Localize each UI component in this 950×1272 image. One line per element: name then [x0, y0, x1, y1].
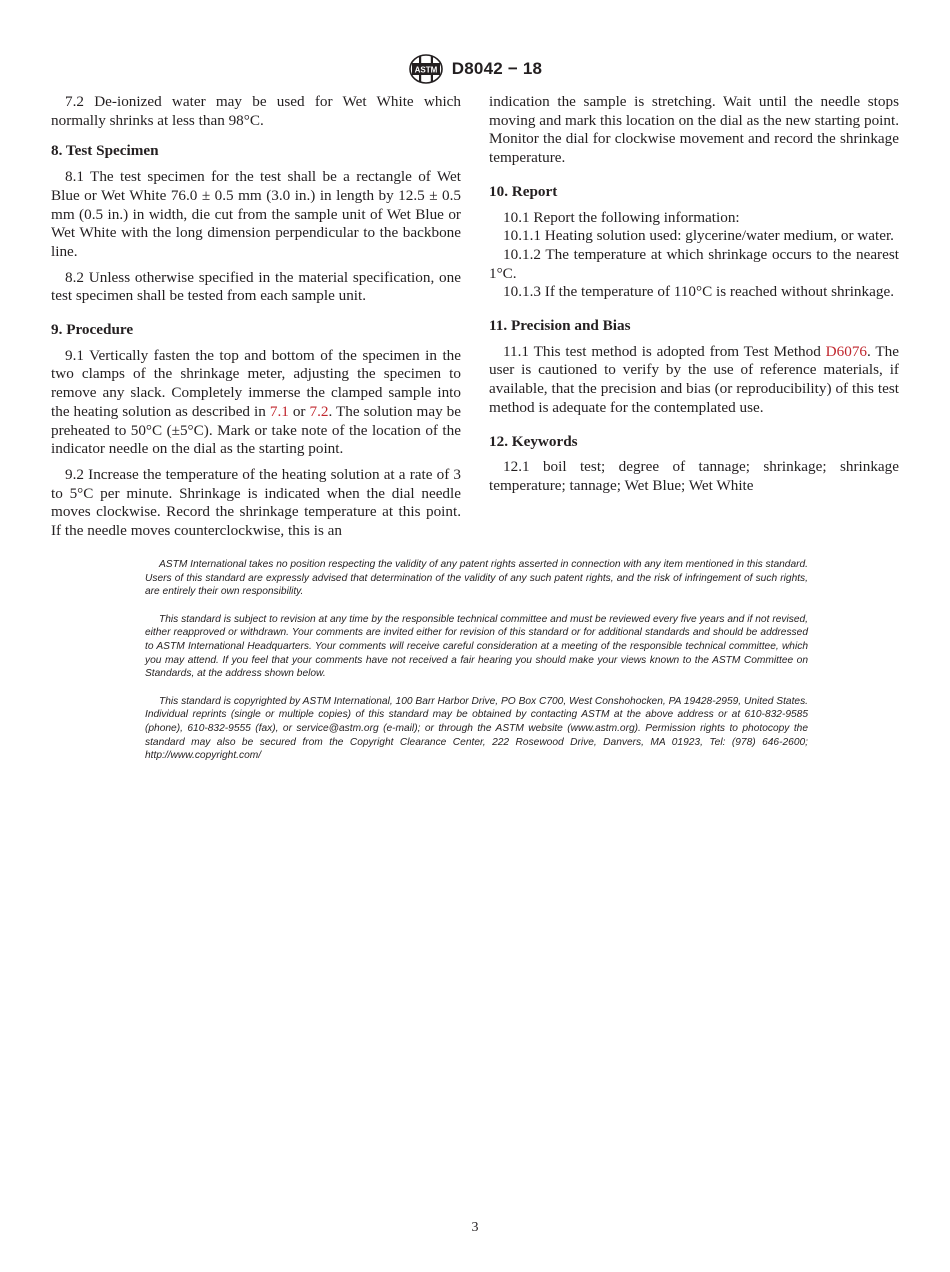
legal-notices	[145, 558, 808, 777]
astm-logo-icon	[408, 53, 444, 85]
section-9-heading: 9. Procedure	[51, 321, 134, 339]
paragraph-9-1-text-a: 9.1 Vertically fasten the top and bottom of the specimen in the two clamps of the shrinkage meter, adjusting the specimen to remove any slack. Completely immerse the clamped sample into the heating solution as described in	[51, 346, 461, 420]
left-column	[51, 93, 461, 541]
paragraph-8-2: 8.2 Unless otherwise specified in the material specification, one test specimen shall be tested from each sample unit.	[51, 268, 461, 305]
link-section-7-1[interactable]: 7.1	[269, 402, 289, 420]
paragraph-10-1-1: 10.1.1 Heating solution used: glycerine/water medium, or water.	[503, 227, 894, 245]
paragraph-10-1-3: 10.1.3 If the temperature of 110°C is reached without shrinkage.	[503, 283, 894, 301]
section-11-heading: 11. Precision and Bias	[489, 317, 631, 335]
right-column	[489, 93, 899, 503]
paragraph-10-1: 10.1 Report the following information:	[503, 208, 740, 226]
paragraph-11-1	[489, 343, 899, 418]
paragraph-9-2-continued: indication the sample is stretching. Wait until the needle stops moving and mark this location on the dial as the new starting point. Monitor the dial for clockwise movement and record the shrinkage temperature.	[489, 93, 899, 167]
page-number: 3	[471, 1220, 479, 1235]
paragraph-9-2: 9.2 Increase the temperature of the heating solution at a rate of 3 to 5°C per minute. Shrinkage is indicated when the dial needle moves clockwise. Record the shrinkage temperature at this point. If the needle moves counterclockwise, this is an	[51, 465, 461, 540]
copyright-notice: This standard is copyrighted by ASTM International, 100 Barr Harbor Drive, PO Box C700, West Conshohocken, PA 19428-2959, United States. Individual reprints (single or multiple copies) of this standard may be obtained by contacting ASTM at the above address or at 610-832-9585 (phone), 610-832-9555 (fax), or service@astm.org (e-mail); or through the ASTM website (www.astm.org). Permission rights to photocopy the standard may also be secured from the Copyright Clearance Center, 222 Rosewood Drive, Danvers, MA 01923, Tel: (978) 646-2600; http://www.copyright.com/	[145, 695, 808, 762]
link-d6076[interactable]: D6076	[825, 342, 868, 360]
section-10-heading: 10. Report	[489, 182, 558, 200]
paragraph-10-1-2: 10.1.2 The temperature at which shrinkage occurs to the nearest 1°C.	[489, 245, 899, 282]
revision-notice: This standard is subject to revision at any time by the responsible technical committee and must be reviewed every five years and if not revised, either reapproved or withdrawn. Your comments are invited either for revision of this standard or for additional standards and should be addressed to ASTM International Headquarters. Your comments will receive careful consideration at a meeting of the responsible technical committee, which you may attend. If you feel that your comments have not received a fair hearing you should make your views known to the ASTM Committee on Standards, at the address shown below.	[145, 613, 808, 680]
paragraph-9-1-text-b: . The solution may be preheated to 50°C (±5°C). Mark or take note of the location of the indicator needle on the dial as the starting point.	[51, 402, 462, 458]
paragraph-12-1: 12.1 boil test; degree of tannage; shrinkage; shrinkage temperature; tannage; Wet Blue; Wet White	[489, 458, 899, 494]
paragraph-11-1-text-a: 11.1 This test method is adopted from Test Method	[503, 342, 826, 360]
patent-notice: ASTM International takes no position respecting the validity of any patent rights asserted in connection with any item mentioned in this standard. Users of this standard are expressly advised that determination of the validity of any such patent rights, and the risk of infringement of such rights, are entirely their own responsibility.	[145, 559, 808, 598]
paragraph-9-1-text-or: or	[288, 402, 310, 420]
section-12-heading: 12. Keywords	[489, 432, 578, 450]
paragraph-8-1: 8.1 The test specimen for the test shall be a rectangle of Wet Blue or Wet White 76.0 ± 0.5 mm (3.0 in.) in length by 12.5 ± 0.5 mm (0.5 in.) in width, die cut from the sample unit of Wet Blue or Wet White with the long dimension perpendicular to the backbone line.	[51, 168, 461, 260]
section-8-heading: 8. Test Specimen	[51, 142, 159, 160]
standard-designation: D8042 − 18	[451, 59, 543, 78]
link-section-7-2[interactable]: 7.2	[309, 402, 329, 420]
page-header	[0, 52, 950, 86]
paragraph-9-1	[51, 347, 461, 459]
svg-text:ASTM: ASTM	[414, 65, 438, 75]
paragraph-7-2: 7.2 De-ionized water may be used for Wet White which normally shrinks at less than 98°C.	[51, 93, 461, 129]
paragraph-11-1-text-b: . The user is cautioned to verify by the use of reference materials, if available, that the precision and bias (or reproducibility) of this test method is adequate for the contemplated use.	[489, 342, 899, 416]
